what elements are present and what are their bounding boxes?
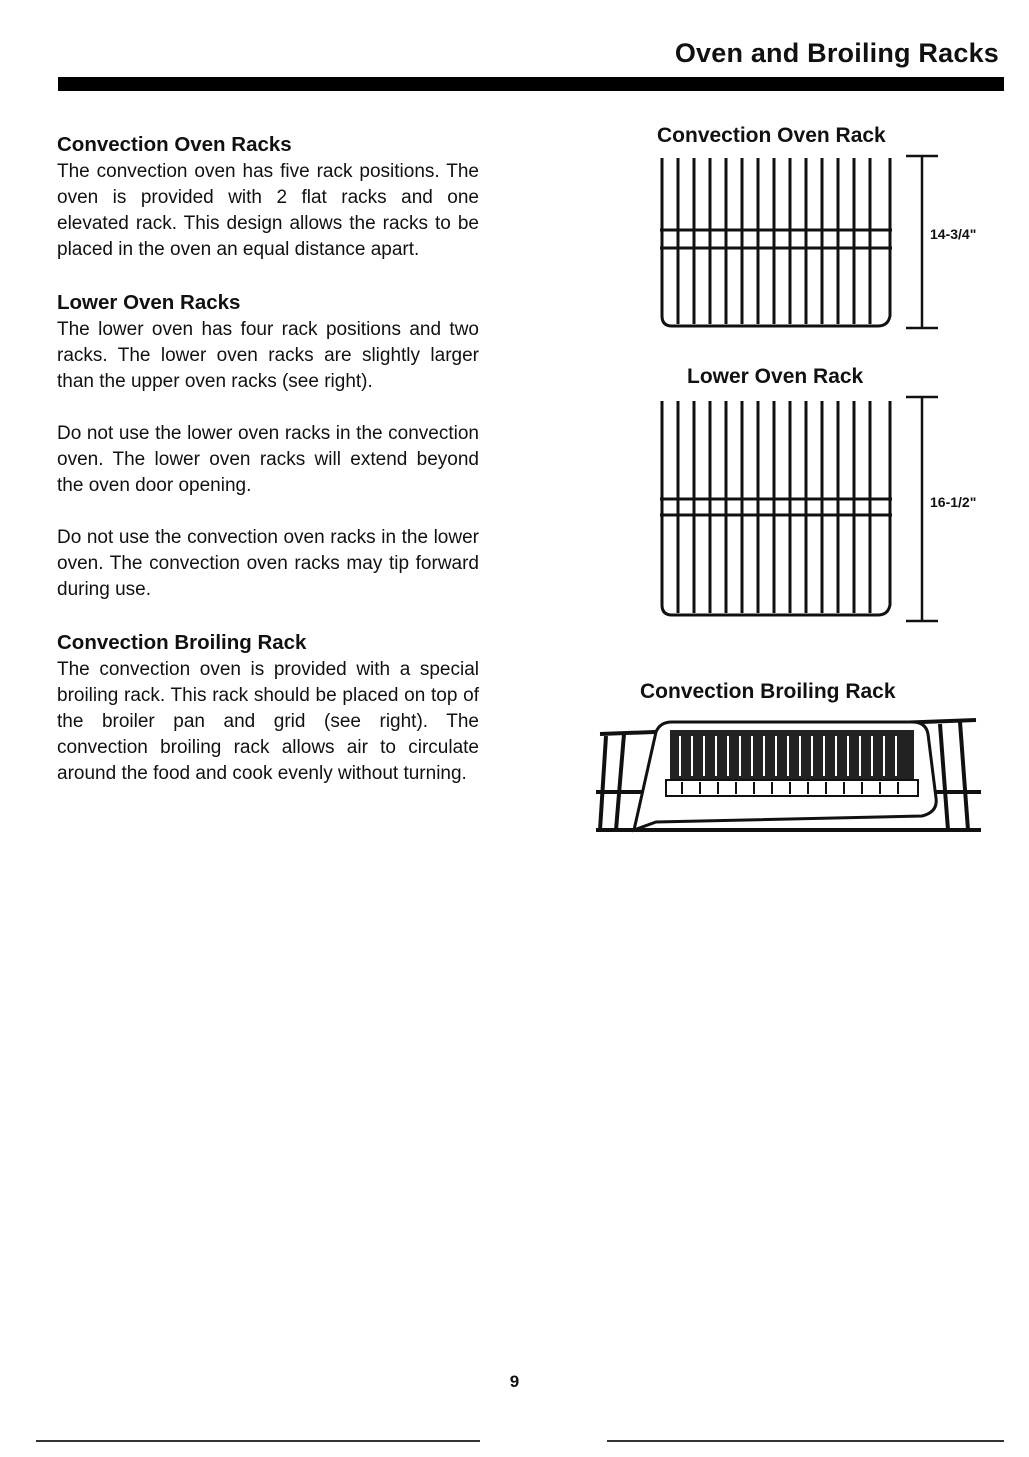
convection-rack-dimension-marker	[906, 156, 938, 328]
text-column	[57, 132, 479, 787]
convection-rack-illustration	[650, 150, 940, 340]
section-paragraph: The convection oven is provided with a special broiling rack. This rack should be placed on top of the broiler pan and grid (see right). The convection broiling rack allows air to circulate around the food and cook evenly without turning.	[57, 659, 479, 784]
section-lower-oven-racks	[57, 290, 479, 603]
broiling-rack-label: Convection Broiling Rack	[640, 680, 896, 703]
lower-rack-dimension: 16-1/2"	[930, 494, 977, 510]
section-heading: Lower Oven Racks	[57, 291, 241, 314]
section-heading: Convection Broiling Rack	[57, 631, 307, 654]
convection-rack-dimension: 14-3/4"	[930, 226, 977, 242]
lower-rack-bars	[678, 401, 870, 613]
section-convection-oven-racks	[57, 132, 479, 263]
title-bar	[58, 77, 1004, 91]
footer-rule-left	[36, 1440, 480, 1442]
footer-rule-right	[607, 1440, 1004, 1442]
page-number: 9	[509, 1372, 520, 1391]
section-paragraph: The convection oven has five rack positions. The oven is provided with 2 flat racks and one elevated rack. This design allows the racks to be placed in the oven an equal distance apart.	[57, 161, 479, 260]
lower-rack-label: Lower Oven Rack	[687, 365, 864, 388]
broiling-rack-illustration	[596, 712, 981, 837]
lower-rack-illustration	[650, 393, 940, 628]
section-convection-broiling-rack	[57, 630, 479, 787]
section-paragraph: The lower oven has four rack positions and two racks. The lower oven racks are slightly larger than the upper oven racks (see right).	[57, 319, 479, 392]
convection-rack-bars	[678, 158, 870, 324]
broiling-rack	[670, 730, 914, 780]
page-title: Oven and Broiling Racks	[674, 38, 999, 68]
convection-rack-label: Convection Oven Rack	[657, 124, 886, 147]
section-heading: Convection Oven Racks	[57, 133, 292, 156]
section-paragraph: Do not use the convection oven racks in the lower oven. The convection oven racks may tip forward during use.	[57, 527, 479, 600]
section-paragraph: Do not use the lower oven racks in the convection oven. The lower oven racks will extend beyond the oven door opening.	[57, 423, 479, 496]
